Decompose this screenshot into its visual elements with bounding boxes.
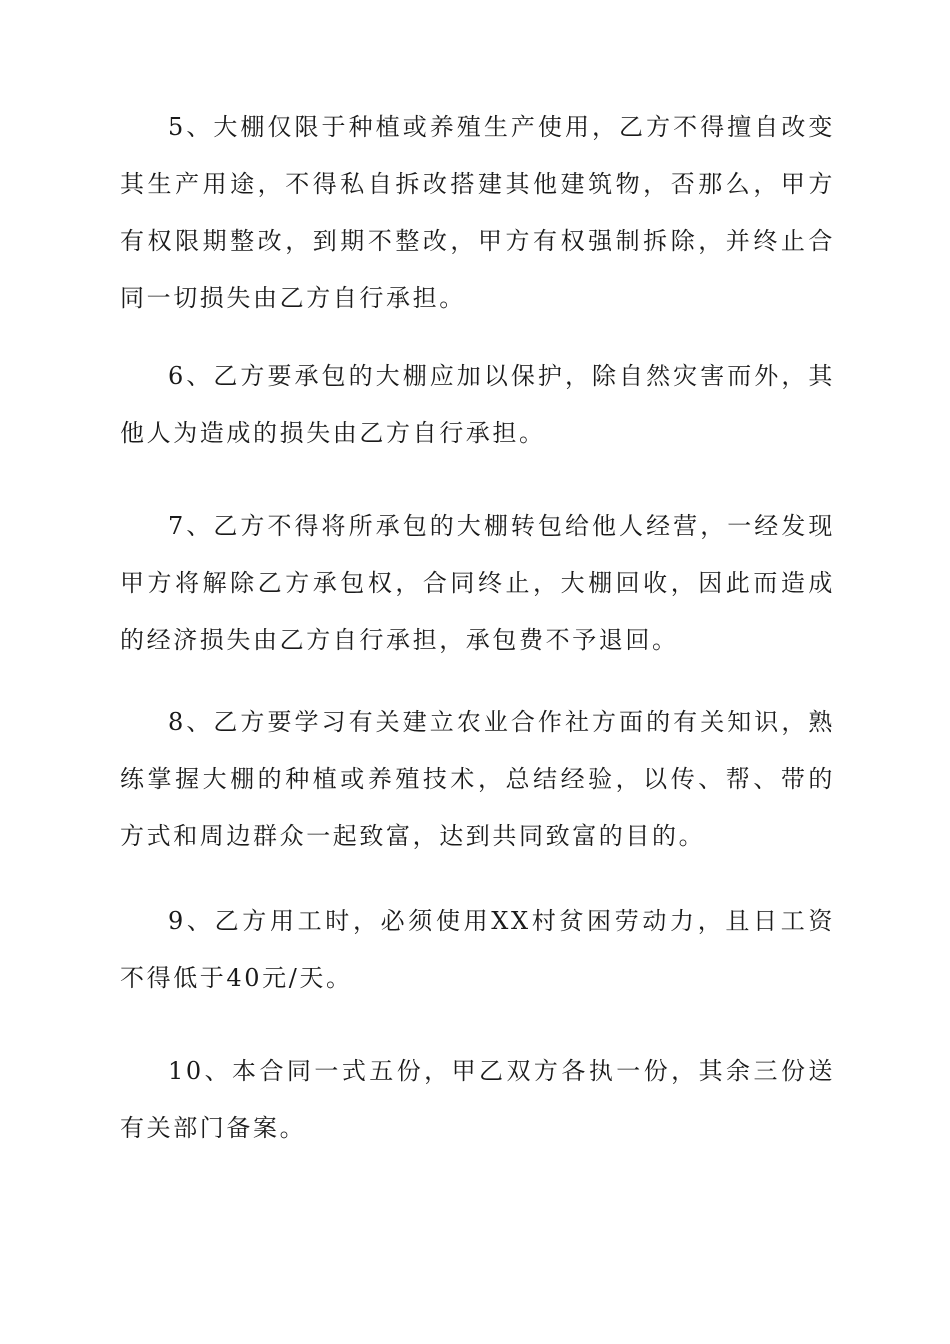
clause-9-paragraph: 9、乙方用工时，必须使用XX村贫困劳动力，且日工资不得低于40元/天。 bbox=[120, 907, 835, 992]
clause-7-paragraph: 7、乙方不得将所承包的大棚转包给他人经营，一经发现甲方将解除乙方承包权，合同终止，大棚回收，因此而造成的经济损失由乙方自行承担，承包费不予退回。 bbox=[120, 512, 835, 654]
clause-5-paragraph: 5、大棚仅限于种植或养殖生产使用，乙方不得擅自改变其生产用途，不得私自拆改搭建其他建筑物，否那么，甲方有权限期整改，到期不整改，甲方有权强制拆除，并终止合同一切损失由乙方自行承担。 bbox=[120, 113, 835, 312]
clause-10-paragraph: 10、本合同一式五份，甲乙双方各执一份，其余三份送有关部门备案。 bbox=[120, 1057, 835, 1142]
clause-6-paragraph: 6、乙方要承包的大棚应加以保护，除自然灾害而外，其他人为造成的损失由乙方自行承担。 bbox=[120, 362, 835, 447]
clause-8-paragraph: 8、乙方要学习有关建立农业合作社方面的有关知识，熟练掌握大棚的种植或养殖技术，总结经验，以传、帮、带的方式和周边群众一起致富，达到共同致富的目的。 bbox=[120, 708, 835, 850]
